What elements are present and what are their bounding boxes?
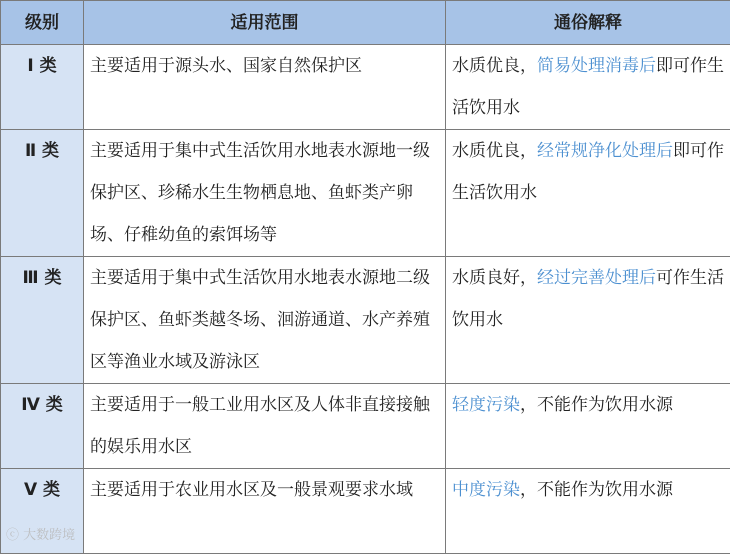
explanation-text: 即可作生活饮用水 bbox=[452, 141, 724, 203]
explanation-highlight: 轻度污染 bbox=[452, 395, 520, 415]
explanation-highlight: 经过完善处理后 bbox=[537, 268, 656, 288]
scope-cell: 主要适用于源头水、国家自然保护区 bbox=[84, 45, 446, 130]
explanation-highlight: 简易处理消毒后 bbox=[537, 56, 656, 76]
level-cell: Ⅳ 类 bbox=[1, 384, 84, 469]
explanation-cell bbox=[446, 130, 730, 257]
table-row bbox=[1, 384, 730, 469]
scope-cell: 主要适用于集中式生活饮用水地表水源地一级保护区、珍稀水生生物栖息地、鱼虾类产卵场、仔稚幼鱼的索饵场等 bbox=[84, 130, 446, 257]
watermark-logo-icon: ⓒ bbox=[6, 528, 19, 543]
table-header-row bbox=[1, 1, 730, 45]
header-scope: 适用范围 bbox=[84, 1, 446, 45]
explanation-text: ，不能作为饮用水源 bbox=[520, 480, 673, 500]
level-cell: Ⅰ 类 bbox=[1, 45, 84, 130]
explanation-cell bbox=[446, 257, 730, 384]
watermark bbox=[6, 524, 75, 543]
level-cell: Ⅲ 类 bbox=[1, 257, 84, 384]
scope-cell: 主要适用于一般工业用水区及人体非直接接触的娱乐用水区 bbox=[84, 384, 446, 469]
table-row bbox=[1, 469, 730, 554]
explanation-cell bbox=[446, 469, 730, 554]
explanation-highlight: 经常规净化处理后 bbox=[537, 141, 673, 161]
scope-cell: 主要适用于集中式生活饮用水地表水源地二级保护区、鱼虾类越冬场、洄游通道、水产养殖区等渔业水域及游泳区 bbox=[84, 257, 446, 384]
scope-cell: 主要适用于农业用水区及一般景观要求水域 bbox=[84, 469, 446, 554]
explanation-highlight: 中度污染 bbox=[452, 480, 520, 500]
table-row bbox=[1, 45, 730, 130]
explanation-text: 水质优良， bbox=[452, 141, 537, 161]
header-explanation: 通俗解释 bbox=[446, 1, 730, 45]
level-cell: Ⅴ 类 bbox=[1, 469, 84, 554]
explanation-text: 水质优良， bbox=[452, 56, 537, 76]
header-level: 级别 bbox=[1, 1, 84, 45]
explanation-cell bbox=[446, 384, 730, 469]
explanation-text: ，不能作为饮用水源 bbox=[520, 395, 673, 415]
table-row bbox=[1, 257, 730, 384]
explanation-text: 可作生活饮用水 bbox=[452, 268, 724, 330]
level-cell: Ⅱ 类 bbox=[1, 130, 84, 257]
explanation-text: 即可作生活饮用水 bbox=[452, 56, 724, 118]
explanation-text: 水质良好， bbox=[452, 268, 537, 288]
explanation-cell bbox=[446, 45, 730, 130]
table-row bbox=[1, 130, 730, 257]
watermark-text: 大数跨境 bbox=[23, 528, 75, 543]
